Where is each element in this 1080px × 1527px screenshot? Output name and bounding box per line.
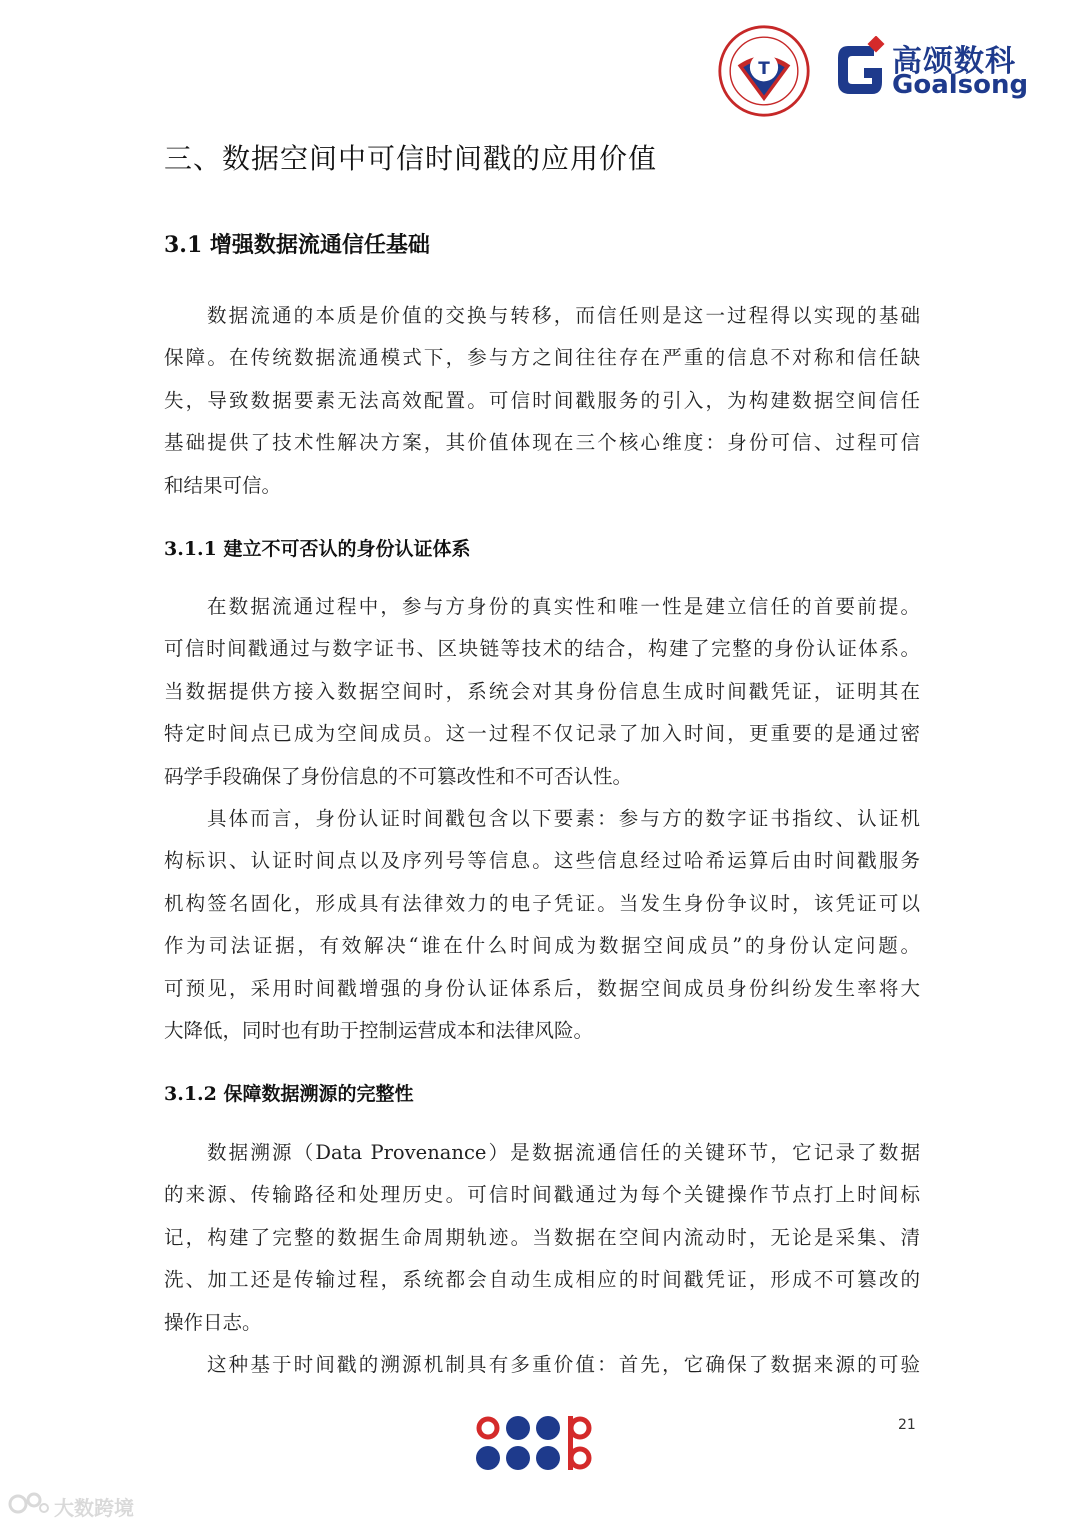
section-heading: 三、数据空间中可信时间戳的应用价值 <box>164 142 658 175</box>
paragraph-line: 作为司法证据，有效解决“谁在什么时间成为数据空间成员”的身份认定问题。 <box>164 934 920 958</box>
paragraph-provenance-value <box>164 1344 920 1386</box>
paragraph-line: 的来源、传输路径和处理历史。可信时间戳通过为每个关键操作节点打上时间标 <box>164 1183 920 1207</box>
paragraph-provenance <box>164 1132 920 1344</box>
paragraph-line: 记，构建了完整的数据生命周期轨迹。当数据在空间内流动时，无论是采集、清 <box>164 1225 920 1249</box>
paragraph-line: 数据流通的本质是价值的交换与转移，而信任则是这一过程得以实现的基础 <box>207 304 920 327</box>
paragraph-line: 构标识、认证时间点以及序列号等信息。这些信息经过哈希运算后由时间戳服务 <box>164 849 920 873</box>
tsa-seal-logo <box>717 24 811 118</box>
heading-3-1-2: 3.1.2 保障数据溯源的完整性 <box>164 1083 414 1105</box>
paragraph-line: 基础提供了技术性解决方案，其价值体现在三个核心维度：身份可信、过程可信 <box>164 431 920 455</box>
paragraph-line: 当数据提供方接入数据空间时，系统会对其身份信息生成时间戳凭证，证明其在 <box>164 679 920 703</box>
paragraph-line: 数据溯源（Data Provenance）是数据流通信任的关键环节，它记录了数据 <box>207 1141 920 1164</box>
paragraph-line: 保障。在传统数据流通模式下，参与方之间往往存在严重的信息不对称和信任缺 <box>164 346 920 370</box>
company-name-cn: 高颂数科 <box>892 44 1016 79</box>
subsection-heading: 3.1 增强数据流通信任基础 <box>164 232 430 258</box>
paragraph-line: 特定时间点已成为空间成员。这一过程不仅记录了加入时间，更重要的是通过密 <box>164 722 920 746</box>
paragraph-line: 失，导致数据要素无法高效配置。可信时间戳服务的引入，为构建数据空间信任 <box>164 388 920 412</box>
paragraph-line: 具体而言，身份认证时间戳包含以下要素：参与方的数字证书指纹、认证机 <box>207 807 920 830</box>
goalsong-mark-icon <box>834 36 886 98</box>
paragraph-line: 可信时间戳通过与数字证书、区块链等技术的结合，构建了完整的身份认证体系。 <box>164 637 920 661</box>
paragraph-line: 和结果可信。 <box>164 473 282 497</box>
paragraph-identity <box>164 586 920 798</box>
footer-brand-logo <box>476 1412 600 1474</box>
svg-text:T: T <box>758 57 770 78</box>
watermark-icon <box>8 1490 50 1518</box>
paragraph-line: 在数据流通过程中，参与方身份的真实性和唯一性是建立信任的首要前提。 <box>207 595 920 618</box>
paragraph-line: 洗、加工还是传输过程，系统都会自动生成相应的时间戳凭证，形成不可篡改的 <box>164 1268 920 1292</box>
paragraph-line: 大降低，同时也有助于控制运营成本和法律风险。 <box>164 1018 594 1042</box>
paragraph-identity-elements <box>164 798 920 1052</box>
goalsong-logo <box>834 34 1034 104</box>
watermark-text: 大数跨境 <box>54 1496 134 1520</box>
paragraph-line: 码学手段确保了身份信息的不可篡改性和不可否认性。 <box>164 764 633 788</box>
company-name-en: Goalsong <box>892 70 1029 100</box>
paragraph-line: 机构签名固化，形成具有法律效力的电子凭证。当发生身份争议时，该凭证可以 <box>164 891 920 915</box>
paragraph-line: 这种基于时间戳的溯源机制具有多重价值：首先，它确保了数据来源的可验 <box>207 1353 920 1376</box>
paragraph-line: 操作日志。 <box>164 1310 262 1334</box>
paragraph-intro <box>164 295 920 507</box>
paragraph-line: 可预见，采用时间戳增强的身份认证体系后，数据空间成员身份纠纷发生率将大 <box>164 976 920 1000</box>
heading-3-1-1: 3.1.1 建立不可否认的身份认证体系 <box>164 538 471 560</box>
watermark <box>8 1490 158 1520</box>
page-number: 21 <box>898 1417 916 1433</box>
